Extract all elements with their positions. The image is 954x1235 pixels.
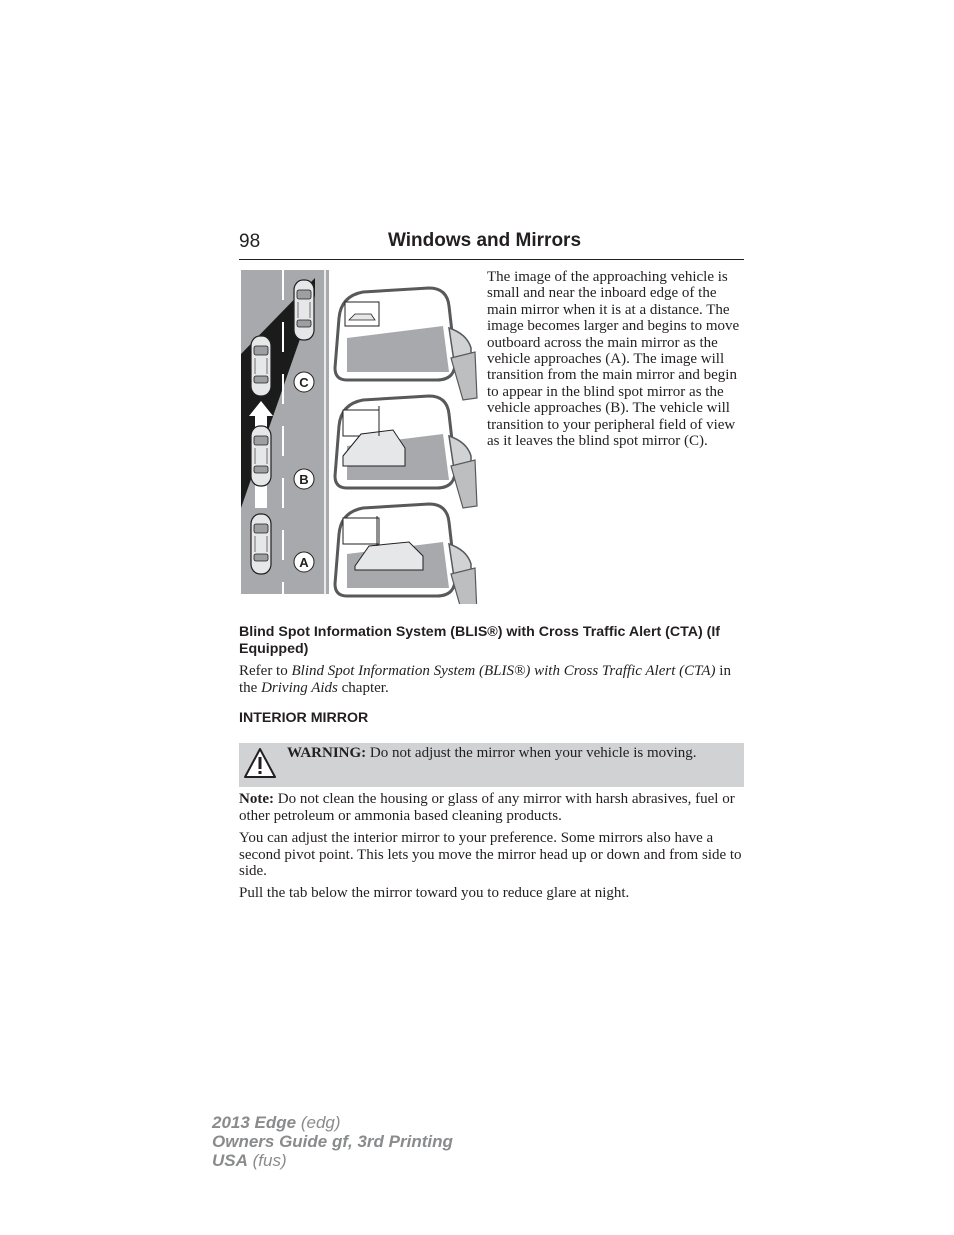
blis-section-heading: Blind Spot Information System (BLIS®) with Cross Traffic Alert (CTA) (If Equipped) <box>239 624 721 657</box>
note-text: Do not clean the housing or glass of any mirror with harsh abrasives, fuel or other petroleum or ammonia based cleaning products. <box>239 791 735 824</box>
warning-box <box>239 743 744 787</box>
blind-spot-intro-paragraph: The image of the approaching vehicle is small and near the inboard edge of the main mirror when it is at a distance. The image becomes larger and begins to move outboard across the main mirror as the vehicle approaches (A). The image will transition from the main mirror and begin to appear in the blind spot mirror as the vehicle approaches (B). The vehicle will transition to your peripheral field of view as it leaves the blind spot mirror (C). <box>487 269 740 450</box>
label-c: C <box>299 375 309 390</box>
note-paragraph <box>239 791 749 824</box>
page-header <box>239 229 744 260</box>
blis-reference-paragraph <box>239 663 749 696</box>
label-a: A <box>299 555 309 570</box>
page-title: Windows and Mirrors <box>388 230 582 251</box>
pull-tab-paragraph: Pull the tab below the mirror toward you to reduce glare at night. <box>239 885 630 901</box>
warning-triangle-icon <box>244 747 276 779</box>
interior-mirror-heading: INTERIOR MIRROR <box>239 710 369 726</box>
blis-cross-reference: Blind Spot Information System (BLIS®) with Cross Traffic Alert (CTA) <box>291 663 716 679</box>
driving-aids-chapter-reference: Driving Aids <box>261 679 338 696</box>
adjust-paragraph: You can adjust the interior mirror to your preference. Some mirrors also have a second pivot point. This lets you move the mirror head up or down and from side to side. <box>239 830 742 879</box>
page-footer <box>212 1113 453 1170</box>
warning-text <box>287 745 727 762</box>
blind-spot-illustration <box>239 268 479 604</box>
footer-region-code: (fus) <box>247 1151 287 1170</box>
footer-region: USA <box>212 1151 248 1170</box>
label-b: B <box>299 472 309 487</box>
page-number: 98 <box>239 231 261 252</box>
refer-mid: in the <box>239 663 731 696</box>
footer-model: 2013 Edge <box>212 1113 297 1132</box>
warning-label: WARNING: <box>287 745 367 761</box>
refer-prefix: Refer to <box>239 663 292 679</box>
footer-guide: Owners Guide gf, 3rd Printing <box>212 1132 453 1151</box>
footer-model-code: (edg) <box>296 1113 341 1132</box>
warning-message: Do not adjust the mirror when your vehicle is moving. <box>366 745 697 761</box>
refer-suffix: chapter. <box>337 679 389 696</box>
note-label: Note: <box>239 791 274 807</box>
